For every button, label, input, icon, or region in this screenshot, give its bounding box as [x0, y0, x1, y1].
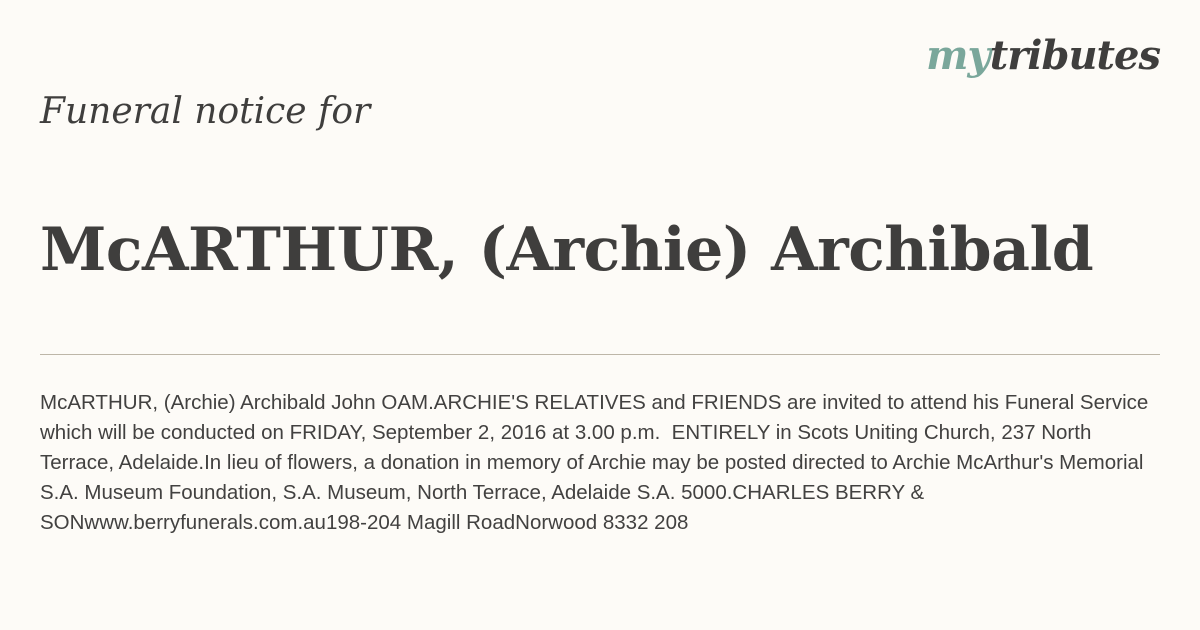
divider	[40, 354, 1160, 355]
deceased-name: McARTHUR, (Archie) Archibald	[40, 215, 1094, 285]
logo-my: my	[926, 32, 990, 79]
mytributes-logo[interactable]	[926, 32, 1160, 79]
notice-kicker: Funeral notice for	[40, 91, 371, 132]
logo-tributes: tributes	[989, 32, 1160, 79]
notice-body: McARTHUR, (Archie) Archibald John OAM.ARCHIE'S RELATIVES and FRIENDS are invited to attend his Funeral Service which will be conducted on FRIDAY, September 2, 2016 at 3.00 p.m. ENTIRELY in Scots Uniting Church, 237 North Terrace, Adelaide.In lieu of flowers, a donation in memory of Archie may be posted directed to Archie McArthur's Memorial S.A. Museum Foundation, S.A. Museum, North Terrace, Adelaide S.A. 5000.CHARLES BERRY & SONwww.berryfunerals.com.au198-204 Magill RoadNorwood 8332 208	[40, 391, 1154, 534]
